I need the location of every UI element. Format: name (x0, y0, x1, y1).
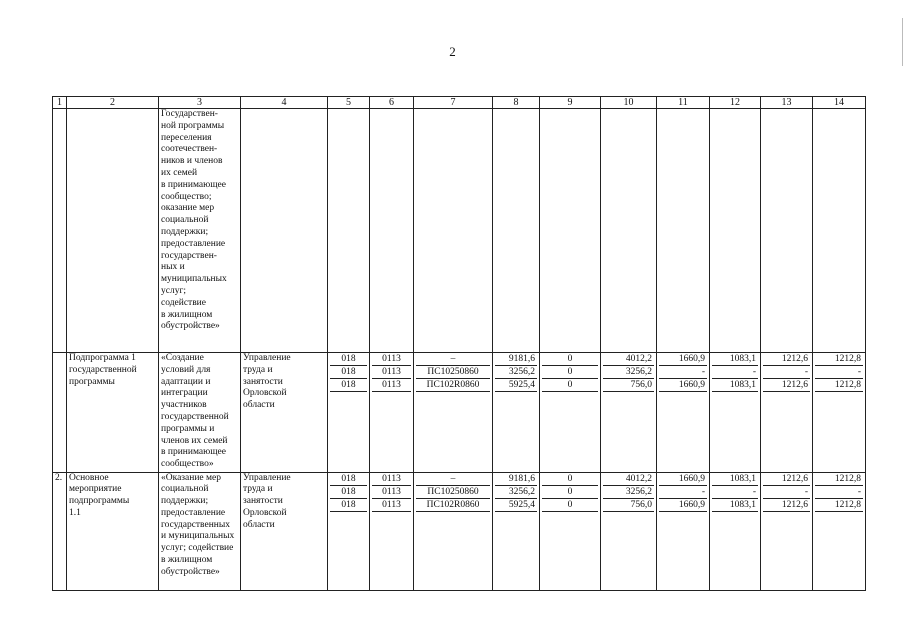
budget-cell: – (416, 473, 490, 486)
budget-cell: - (815, 366, 863, 379)
budget-cell: 1212,6 (763, 499, 810, 512)
budget-cell: - (763, 366, 810, 379)
budget-cell: 0113 (372, 379, 411, 392)
budget-cell: 018 (330, 353, 367, 366)
budget-cell: 0 (542, 379, 598, 392)
executor: Управление труда и занятости Орловской области (241, 353, 328, 472)
budget-cell: 1083,1 (712, 473, 758, 486)
budget-cell: 1212,6 (763, 379, 810, 392)
budget-cell: 018 (330, 473, 367, 486)
page-edge-mark (902, 18, 903, 66)
budget-cell: 1660,9 (659, 353, 707, 366)
budget-cell: - (712, 486, 758, 499)
budget-cell: 5925,4 (495, 499, 537, 512)
budget-cell: 018 (330, 366, 367, 379)
row-number: 2. (53, 472, 67, 591)
budget-cell: 1212,6 (763, 353, 810, 366)
budget-cell: 1083,1 (712, 353, 758, 366)
activity-row (53, 472, 866, 591)
budget-cell: 018 (330, 379, 367, 392)
budget-cell: - (815, 486, 863, 499)
budget-cell: 0113 (372, 366, 411, 379)
budget-cell: 3256,2 (603, 366, 654, 379)
budget-cell: 0 (542, 499, 598, 512)
budget-cell: ПС10250860 (416, 366, 490, 379)
budget-cell: - (659, 486, 707, 499)
budget-cell: ПС102R0860 (416, 379, 490, 392)
budget-cell: 5925,4 (495, 379, 537, 392)
budget-cell: 0113 (372, 486, 411, 499)
budget-cell: 1212,8 (815, 379, 863, 392)
header-cell: 14 (813, 97, 866, 109)
budget-cell: 1083,1 (712, 379, 758, 392)
activity-title: «Оказание мер социальной поддержки; предоставление государственных и муниципальных услуг; содействие в жилищном обустройстве» (159, 472, 241, 591)
budget-cell: 1083,1 (712, 499, 758, 512)
budget-cell: 1212,8 (815, 473, 863, 486)
budget-cell: ПС10250860 (416, 486, 490, 499)
subprogram-row (53, 353, 866, 472)
budget-cell: – (416, 353, 490, 366)
header-cell: 9 (540, 97, 601, 109)
budget-cell: 1660,9 (659, 379, 707, 392)
header-cell: 3 (159, 97, 241, 109)
budget-cell: 0113 (372, 499, 411, 512)
budget-cell: 3256,2 (495, 486, 537, 499)
activity-name: Основное мероприятие подпрограммы 1.1 (67, 472, 159, 591)
header-cell: 6 (370, 97, 414, 109)
executor: Управление труда и занятости Орловской области (241, 472, 328, 591)
budget-cell: 3256,2 (603, 486, 654, 499)
budget-cell: 018 (330, 499, 367, 512)
budget-cell: 1212,6 (763, 473, 810, 486)
header-cell: 1 (53, 97, 67, 109)
budget-cell: 4012,2 (603, 473, 654, 486)
budget-cell: 3256,2 (495, 366, 537, 379)
budget-cell: 9181,6 (495, 473, 537, 486)
budget-cell: 0 (542, 486, 598, 499)
budget-cell: 1660,9 (659, 499, 707, 512)
budget-cell: 0 (542, 353, 598, 366)
budget-cell: 1212,8 (815, 353, 863, 366)
budget-cell: 756,0 (603, 379, 654, 392)
header-row (53, 97, 866, 109)
budget-cell: 0113 (372, 353, 411, 366)
subprogram-name: Подпрограмма 1 государственной программы (67, 353, 159, 472)
continuation-row (53, 109, 866, 353)
budget-cell: 756,0 (603, 499, 654, 512)
budget-cell: - (763, 486, 810, 499)
budget-cell: - (659, 366, 707, 379)
budget-cell: 1660,9 (659, 473, 707, 486)
budget-cell: 018 (330, 486, 367, 499)
header-cell: 10 (601, 97, 657, 109)
header-cell: 13 (761, 97, 813, 109)
header-cell: 12 (710, 97, 761, 109)
row-number (53, 353, 67, 472)
budget-cell: ПС102R0860 (416, 499, 490, 512)
budget-table (52, 96, 866, 591)
continuation-text: Государствен- ной программы переселения соотечествен- ников и членов их семей в принимающее сообщество; оказание мер социальной поддержки; предоставление государствен- ных и муниципальных услуг; содействие в жилищном обустройстве» (159, 109, 241, 353)
budget-cell: 9181,6 (495, 353, 537, 366)
header-cell: 2 (67, 97, 159, 109)
header-cell: 7 (414, 97, 493, 109)
budget-cell: 4012,2 (603, 353, 654, 366)
budget-cell: 0 (542, 366, 598, 379)
header-cell: 8 (493, 97, 540, 109)
budget-cell: 0 (542, 473, 598, 486)
header-cell: 4 (241, 97, 328, 109)
budget-cell: 0113 (372, 473, 411, 486)
budget-cell: 1212,8 (815, 499, 863, 512)
header-cell: 5 (328, 97, 370, 109)
header-cell: 11 (657, 97, 710, 109)
page-number: 2 (449, 44, 456, 59)
subprogram-title: «Создание условий для адаптации и интеграции участников государственной программы и членов их семей в принимающее сообщество» (159, 353, 241, 472)
budget-cell: - (712, 366, 758, 379)
